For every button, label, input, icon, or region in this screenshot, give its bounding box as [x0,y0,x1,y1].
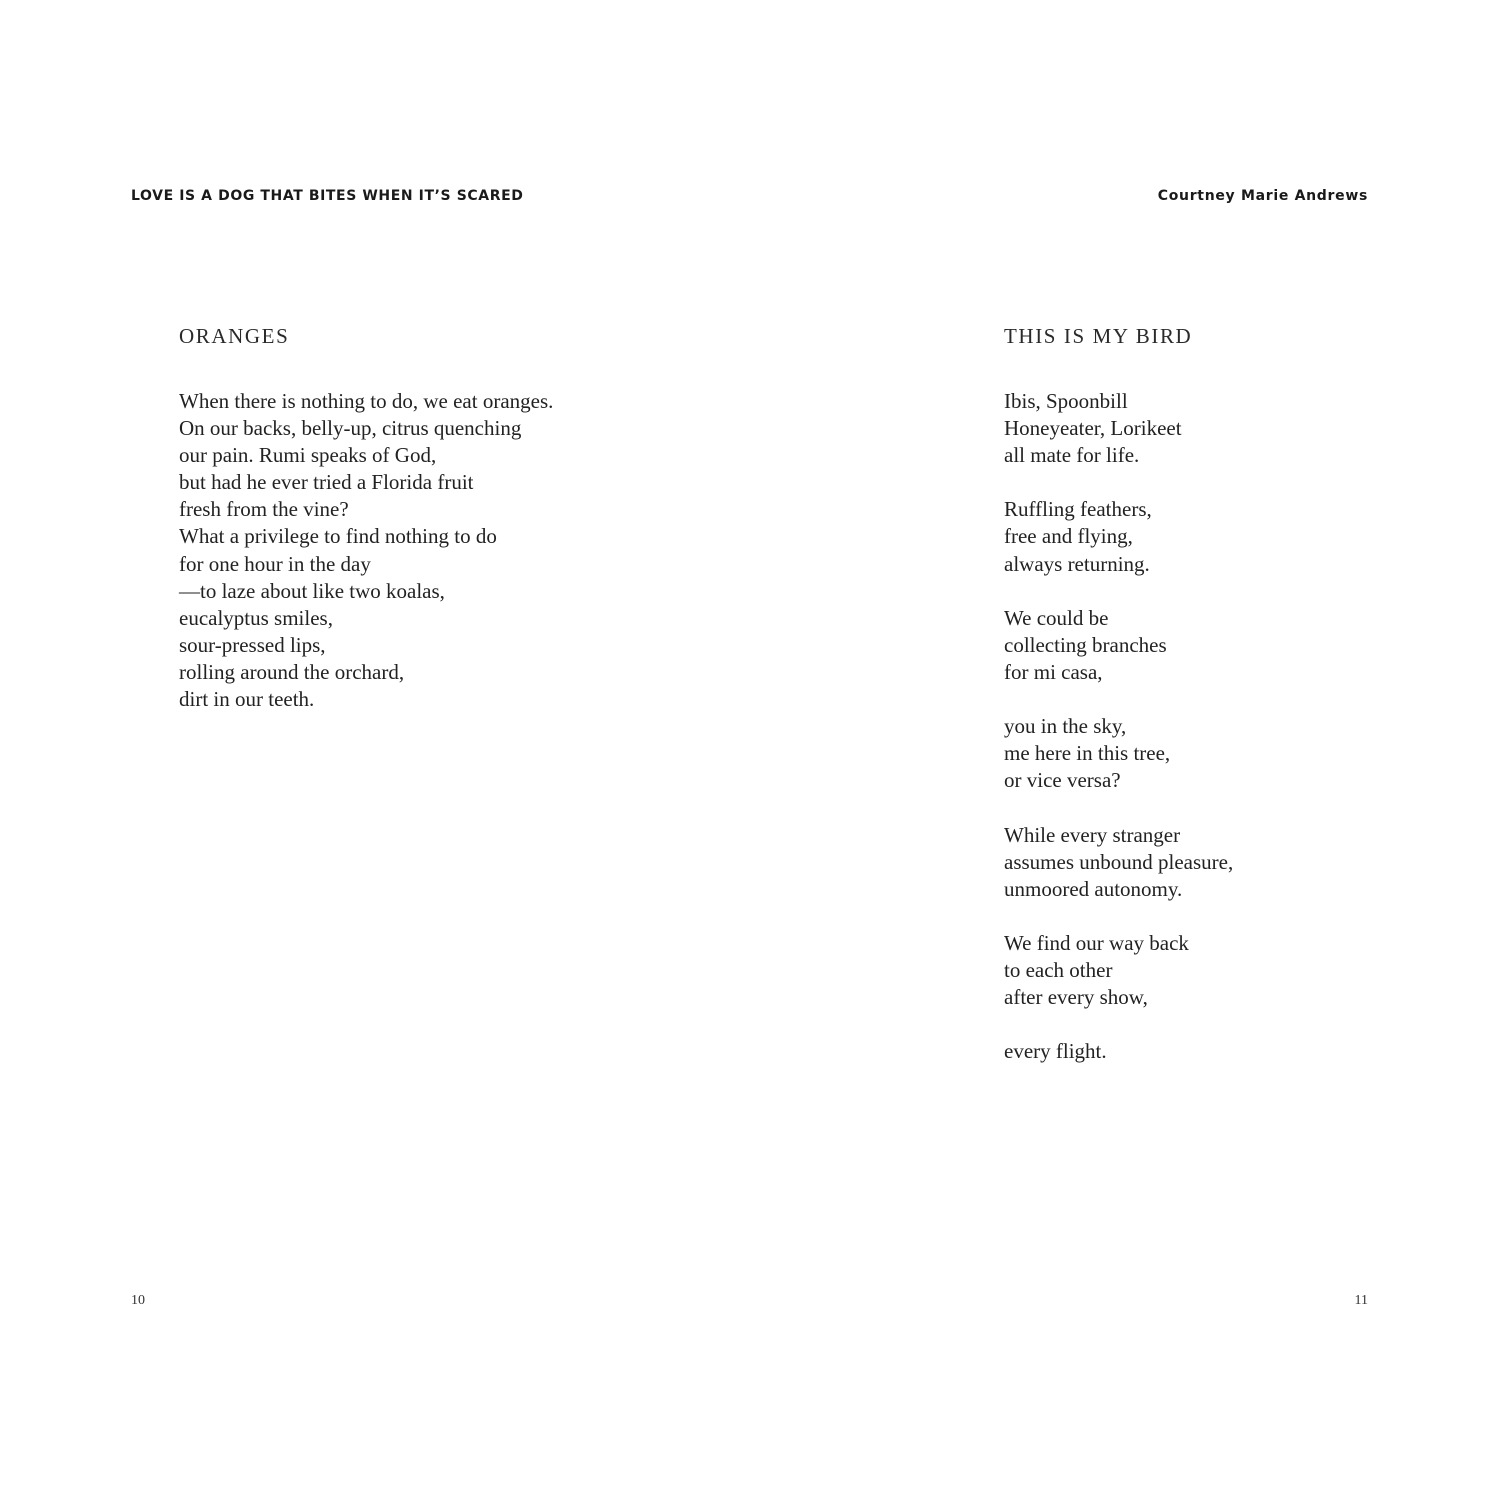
poem-line: always returning. [1004,551,1150,576]
poem-line: Ibis, Spoonbill [1004,389,1128,413]
poem-line: unmoored autonomy. [1004,876,1183,901]
stanza [1004,1038,1233,1065]
poem-line: you in the sky, [1004,714,1127,739]
poem-line: Honeyeater, Lorikeet [1004,416,1182,441]
poem-line: We could be [1004,605,1109,630]
poem-body-this-is-my-bird [1004,388,1233,1065]
poem-line: all mate for life. [1004,443,1140,468]
poem-title-this-is-my-bird: THIS IS MY BIRD [1004,324,1193,348]
right-page [750,0,1500,1500]
stanza [1004,713,1233,794]
poem-line: rolling around the orchard, [179,659,405,684]
poem-line: assumes unbound pleasure, [1004,849,1234,874]
poem-line: our pain. Rumi speaks of God, [179,443,437,468]
poem-line: to each other [1004,957,1113,982]
poem-line: Ruffling feathers, [1004,497,1152,522]
stanza [1004,930,1233,1011]
poem-line: free and flying, [1004,524,1133,549]
poem-line: after every show, [1004,985,1148,1010]
book-title-header: LOVE IS A DOG THAT BITES WHEN IT’S SCARED [131,188,524,204]
poem-body-oranges [179,388,553,713]
poem-line: On our backs, belly-up, citrus quenching [179,416,522,441]
author-name-header: Courtney Marie Andrews [1157,188,1368,204]
poem-line: every flight. [1004,1039,1107,1064]
stanza [1004,822,1233,903]
poem-line: sour-pressed lips, [179,632,326,657]
page-number-right: 11 [1354,1293,1368,1308]
poem-line: fresh from the vine? [179,497,349,522]
stanza [1004,388,1233,469]
poem-line: but had he ever tried a Florida fruit [179,470,474,495]
poem-line: or vice versa? [1004,768,1121,793]
poem-title-oranges: ORANGES [179,324,290,348]
poem-line: me here in this tree, [1004,741,1171,766]
poem-line: While every stranger [1004,822,1181,847]
stanza [1004,605,1233,686]
poem-line: eucalyptus smiles, [179,605,333,630]
poem-line: collecting branches [1004,632,1167,657]
poem-line: for one hour in the day [179,551,371,576]
stanza [179,388,553,713]
page-number-left: 10 [131,1293,145,1308]
poem-line: —to laze about like two koalas, [179,578,445,603]
stanza [1004,496,1233,577]
poem-line: What a privilege to find nothing to do [179,524,497,549]
poem-line: dirt in our teeth. [179,687,315,712]
poem-line: for mi casa, [1004,659,1103,684]
poem-line: When there is nothing to do, we eat oranges. [179,389,554,413]
poem-line: We find our way back [1004,930,1189,955]
